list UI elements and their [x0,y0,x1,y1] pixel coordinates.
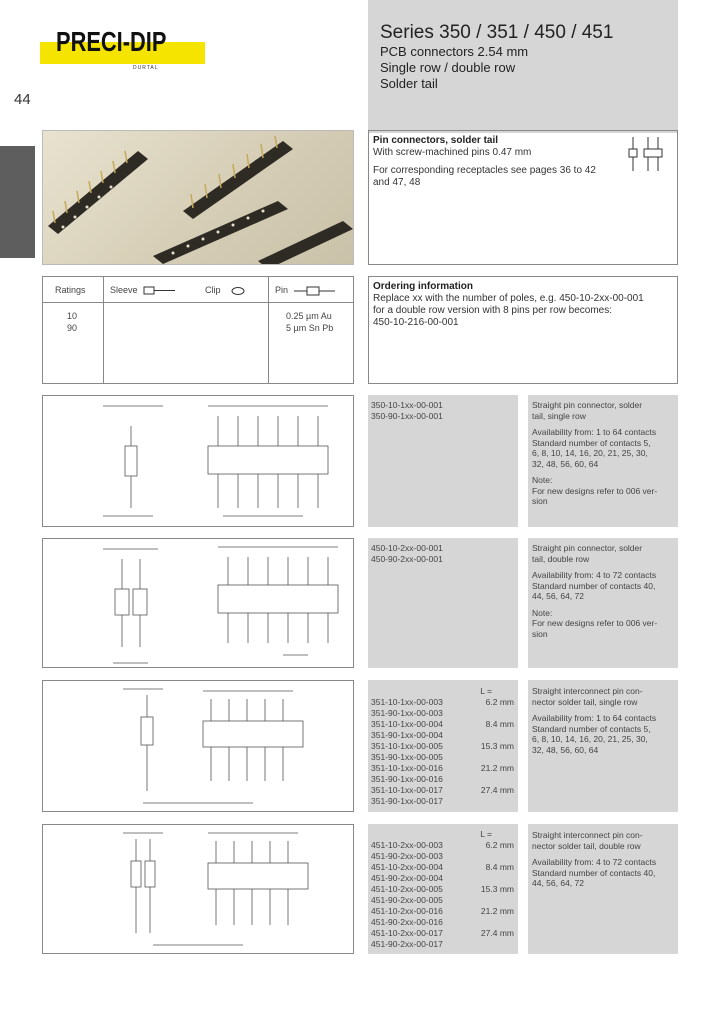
drawing-350-graphic [43,396,353,526]
series-line-3: Solder tail [380,76,438,91]
desc-450-line: Note: [532,607,553,618]
drawing-350 [42,395,354,527]
desc-450 [528,538,678,668]
desc-450-line: sion [532,628,548,639]
ordering-line-2: for a double row version with 8 pins per row becomes: [373,305,613,316]
desc-350-line: 6, 8, 10, 14, 16, 20, 21, 25, 30, [532,448,648,458]
code-450-90: 450-90-2xx-00-001 [371,554,443,564]
ordering-panel [368,276,678,384]
code-350-90: 350-90-1xx-00-001 [371,411,443,421]
ordering-heading: Ordering information [373,281,473,292]
clip-header: Clip [205,285,221,295]
sleeve-header: Sleeve [110,285,138,295]
code-451: 451-10-2xx-00-005 [371,884,443,894]
pin-header: Pin [275,285,289,295]
product-photo [42,130,354,265]
len-451: 6.2 mm [485,840,514,850]
desc-351-line: Standard number of contacts 5, [532,723,651,734]
code-450-10: 450-10-2xx-00-001 [371,543,443,553]
len-351: 6.2 mm [485,697,514,707]
codes-450 [368,538,518,668]
desc-350-line: For new designs refer to 006 ver- [532,485,658,496]
len-header-351: L = [480,686,492,696]
desc-350-line: Standard number of contacts 5, [532,437,651,448]
ratings-header: Ratings [55,285,86,295]
code-451: 451-90-2xx-00-004 [371,873,443,883]
desc-351-line: nector solder tail, single row [532,696,638,707]
series-line-2: Single row / double row [380,60,516,75]
pin-connectors-heading: Pin connectors, solder tail [373,135,499,146]
codes-350 [368,395,518,527]
desc-350-line: Straight pin connector, solder [532,400,643,410]
pin-connectors-line-2: For corresponding receptacles see pages 36 to 42 [373,165,596,176]
code-350-10: 350-10-1xx-00-001 [371,400,443,410]
code-351: 351-90-1xx-00-016 [371,774,443,784]
ratings-table [42,276,354,384]
code-351: 351-90-1xx-00-004 [371,730,443,740]
desc-451-line: Straight interconnect pin con- [532,830,643,840]
desc-451-line: nector solder tail, double row [532,840,641,851]
code-451: 451-10-2xx-00-003 [371,840,443,850]
len-451: 15.3 mm [480,884,514,894]
code-351: 351-10-1xx-00-016 [371,763,443,773]
code-451: 451-90-2xx-00-005 [371,895,443,905]
drawing-351-graphic [43,681,353,811]
len-header-451: L = [480,829,492,839]
desc-451 [528,824,678,954]
len-451: 8.4 mm [485,862,514,872]
len-451: 21.2 mm [480,906,514,916]
desc-350-line: 32, 48, 56, 60, 64 [532,458,599,469]
len-351: 21.2 mm [480,763,514,773]
ordering-example: 450-10-216-00-001 [373,317,459,328]
pin-connectors-panel [368,130,678,265]
desc-350-line: Note: [532,475,553,485]
series-header [368,0,678,133]
desc-350-line: tail, single row [532,410,586,421]
code-351: 351-90-1xx-00-017 [371,796,443,806]
desc-351 [528,680,678,812]
pin-connectors-line-3: and 47, 48 [373,177,421,188]
code-351: 351-90-1xx-00-005 [371,752,443,762]
codes-351 [368,680,518,812]
code-451: 451-10-2xx-00-017 [371,928,443,938]
desc-450-line: Straight pin connector, solder [532,543,643,553]
code-451: 451-10-2xx-00-016 [371,906,443,916]
pin-plating-snpb: 5 µm Sn Pb [286,323,334,333]
pin-symbol-icon [623,133,673,183]
len-351: 15.3 mm [480,741,514,751]
len-351: 27.4 mm [480,785,514,795]
desc-450-line: Standard number of contacts 40, [532,580,656,591]
drawing-451 [42,824,354,954]
page-number: 44 [14,91,31,108]
drawing-451-graphic [43,825,353,953]
rating-value-10: 10 [67,311,78,321]
desc-351-line: 6, 8, 10, 14, 16, 20, 21, 25, 30, [532,734,648,744]
code-351: 351-10-1xx-00-004 [371,719,443,729]
desc-350-line: Availability from: 1 to 64 contacts [532,427,657,437]
len-451: 27.4 mm [480,928,514,938]
desc-351-line: Availability from: 1 to 64 contacts [532,713,657,723]
ordering-line-1: Replace xx with the number of poles, e.g. 450-10-2xx-00-001 [373,293,644,304]
clip-icon [231,286,245,296]
desc-451-line: 44, 56, 64, 72 [532,878,584,888]
brand-sub: DURTAL [133,65,159,71]
desc-450-line: Availability from: 4 to 72 contacts [532,570,657,580]
rating-value-90: 90 [67,323,78,333]
desc-450-line: For new designs refer to 006 ver- [532,618,658,628]
desc-451-line: Availability from: 4 to 72 contacts [532,857,657,867]
desc-350-line: sion [532,496,548,506]
code-351: 351-10-1xx-00-005 [371,741,443,751]
series-title: Series 350 / 351 / 450 / 451 [380,22,614,43]
connector-photo-graphic [43,131,354,265]
len-351: 8.4 mm [485,719,514,729]
desc-350 [528,395,678,527]
pin-plating-au: 0.25 µm Au [286,311,332,321]
desc-451-line: Standard number of contacts 40, [532,867,656,878]
desc-351-line: 32, 48, 56, 60, 64 [532,744,599,755]
desc-450-line: tail, double row [532,553,590,564]
code-351: 351-10-1xx-00-017 [371,785,443,795]
code-451: 451-90-2xx-00-016 [371,917,443,927]
code-451: 451-10-2xx-00-004 [371,862,443,872]
series-line-1: PCB connectors 2.54 mm [380,44,529,59]
pin-connectors-line-1: With screw-machined pins 0.47 mm [373,147,532,158]
drawing-351 [42,680,354,812]
drawing-450 [42,538,354,668]
code-351: 351-10-1xx-00-003 [371,697,443,707]
side-tab [0,146,35,258]
desc-450-line: 44, 56, 64, 72 [532,591,584,601]
desc-351-line: Straight interconnect pin con- [532,686,643,696]
brand-logo: PRECI-DIP [56,26,167,57]
codes-451 [368,824,518,954]
code-451: 451-90-2xx-00-003 [371,851,443,861]
code-351: 351-90-1xx-00-003 [371,708,443,718]
drawing-450-graphic [43,539,353,667]
code-451: 451-90-2xx-00-017 [371,939,443,949]
sleeve-icon [143,286,177,296]
pin-profile-icon [293,286,337,296]
